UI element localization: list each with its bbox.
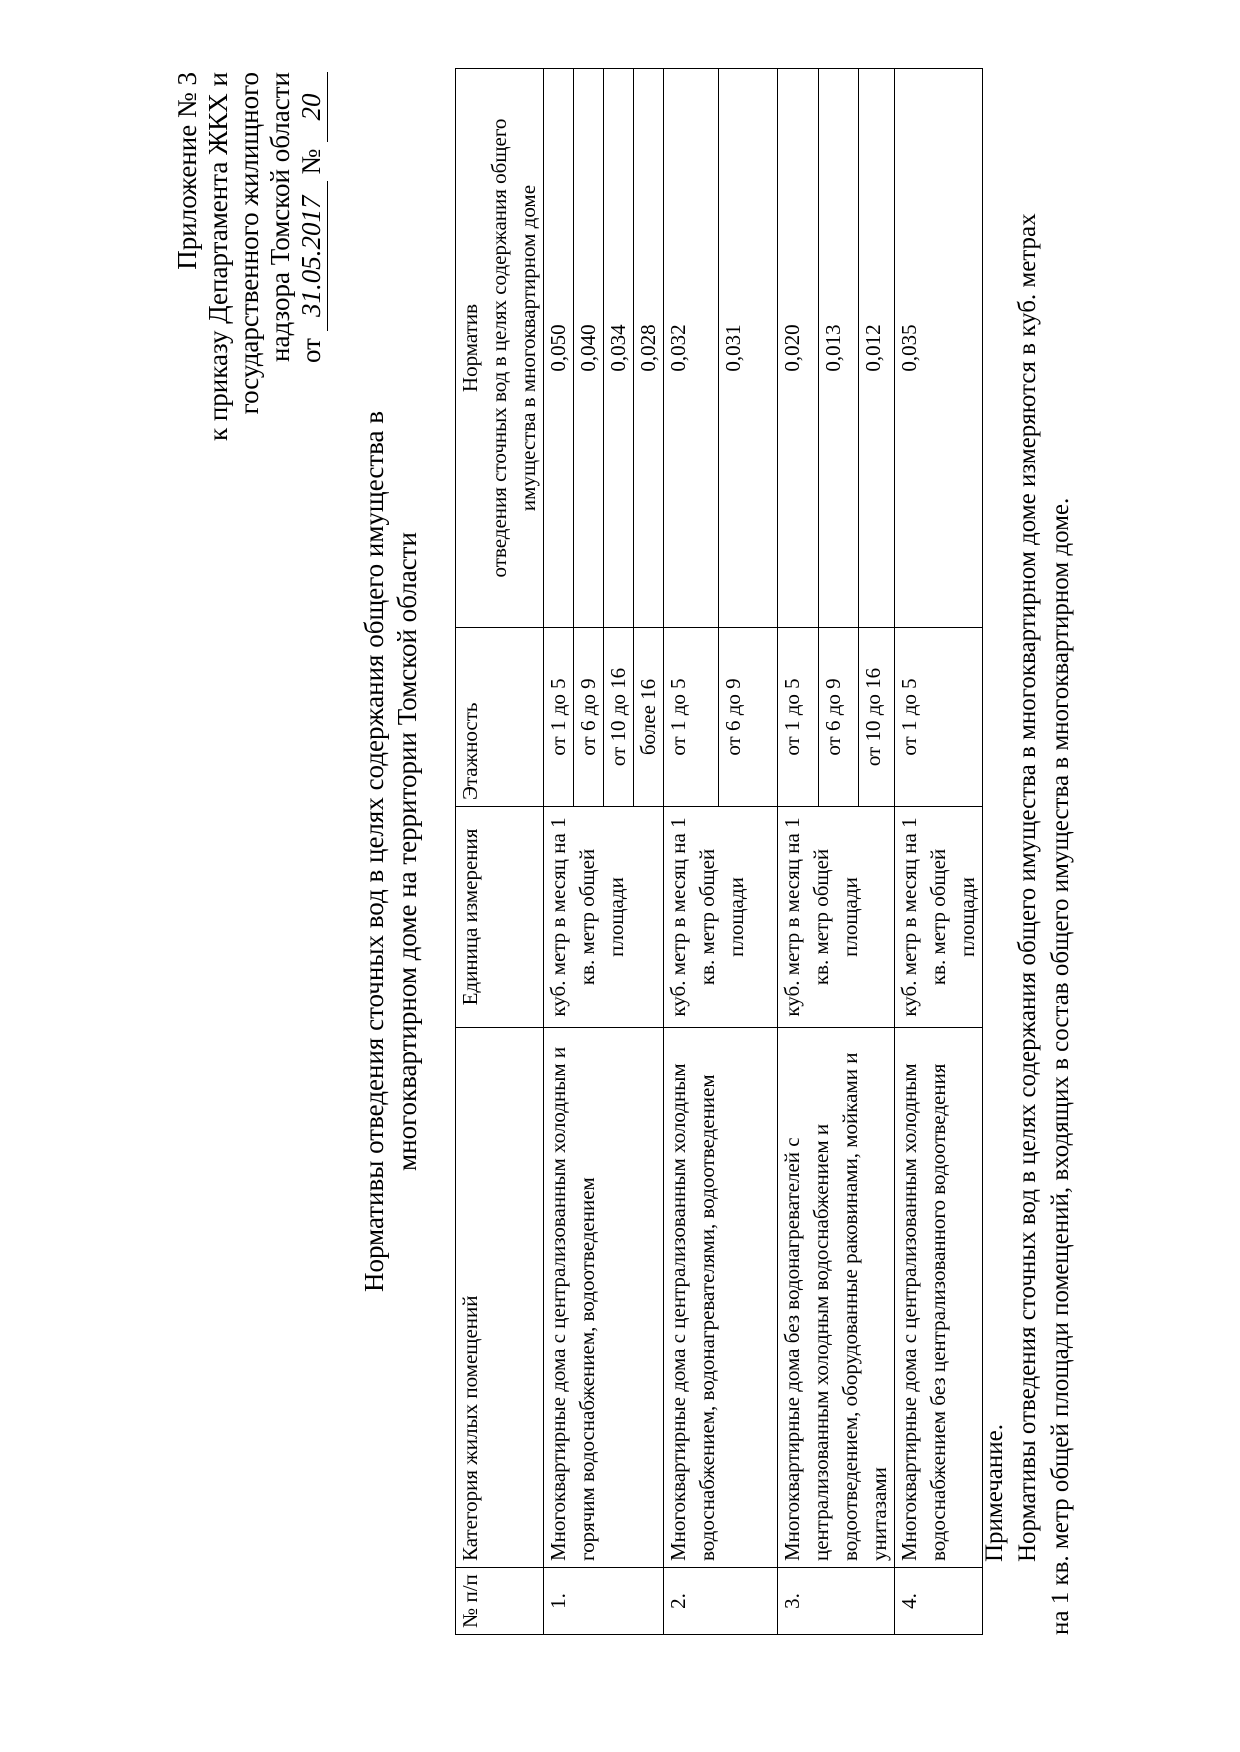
number-label: № <box>296 148 326 175</box>
header-category: Категория жилых помещений <box>456 1028 544 1568</box>
row-number: 2. <box>664 1568 778 1635</box>
row-norm-value: 0,012 <box>858 69 894 628</box>
row-floors: более 16 <box>634 628 664 807</box>
row-unit: куб. метр в месяц на 1 кв. метр общей площади <box>664 807 778 1028</box>
order-number: 20 <box>296 72 328 142</box>
row-norm-value: 0,032 <box>664 69 719 628</box>
row-number: 1. <box>544 1568 664 1635</box>
row-floors: от 6 до 9 <box>719 628 778 807</box>
header-norm-subtitle: отведения сточных вод в целях содержания общего имущества в многоквартирном доме <box>487 118 540 578</box>
row-norm-value: 0,020 <box>778 69 819 628</box>
appendix-number: Приложение № 3 <box>172 72 202 270</box>
row-number: 4. <box>895 1568 983 1635</box>
order-date-line <box>296 72 328 441</box>
from-label: от <box>296 338 326 363</box>
row-floors: от 10 до 16 <box>604 628 634 807</box>
row-norm-value: 0,031 <box>719 69 778 628</box>
row-number: 3. <box>778 1568 895 1635</box>
row-norm-value: 0,050 <box>544 69 574 628</box>
table-row <box>895 69 983 1635</box>
row-floors: от 1 до 5 <box>544 628 574 807</box>
row-unit: куб. метр в месяц на 1 кв. метр общей площади <box>895 807 983 1028</box>
row-category: Многоквартирные дома с централизованным холодным и горячим водоснабжением, водоотведением <box>544 1028 664 1568</box>
document-title <box>358 68 424 1635</box>
table-header-row <box>456 69 544 1635</box>
header-norm-title: Норматив <box>458 303 482 393</box>
row-floors: от 1 до 5 <box>664 628 719 807</box>
header-num: № п/п <box>456 1568 544 1635</box>
appendix-order-line: к приказу Департамента ЖКХ и <box>203 72 233 442</box>
appendix-header <box>172 72 328 441</box>
row-floors: от 1 до 5 <box>778 628 819 807</box>
row-floors: от 6 до 9 <box>574 628 604 807</box>
row-category: Многоквартирные дома с централизованным холодным водоснабжением, водонагревателями, водоотведением <box>664 1028 778 1568</box>
row-unit: куб. метр в месяц на 1 кв. метр общей площади <box>544 807 664 1028</box>
title-line: Нормативы отведения сточных вод в целях содержания общего имущества в <box>359 410 389 1293</box>
notes <box>978 68 1077 1635</box>
row-category: Многоквартирные дома с централизованным холодным водоснабжением без централизованного водоотведения <box>895 1028 983 1568</box>
row-norm-value: 0,035 <box>895 69 983 628</box>
header-unit: Единица измерения <box>456 807 544 1028</box>
row-norm-value: 0,040 <box>574 69 604 628</box>
norms-table <box>455 68 983 1635</box>
row-norm-value: 0,034 <box>604 69 634 628</box>
notes-text: Нормативы отведения сточных вод в целях содержания общего имущества в многоквартирном доме измеряются в куб. метрах <box>1014 213 1041 1562</box>
notes-label: Примечание. <box>981 1423 1008 1562</box>
row-category: Многоквартирные дома без водонагревателей с централизованным холодным водоснабжением и водоотведением, оборудованные раковинами, мойками и унитазами <box>778 1028 895 1568</box>
row-floors: от 1 до 5 <box>895 628 983 807</box>
appendix-order-line: надзора Томской области <box>265 72 295 362</box>
order-date: 31.05.2017 <box>296 181 328 331</box>
row-norm-value: 0,028 <box>634 69 664 628</box>
row-floors: от 6 до 9 <box>819 628 858 807</box>
table-row <box>778 69 819 1635</box>
row-unit: куб. метр в месяц на 1 кв. метр общей площади <box>778 807 895 1028</box>
appendix-order-line: государственного жилищного <box>234 72 264 415</box>
row-norm-value: 0,013 <box>819 69 858 628</box>
header-norm <box>456 69 544 628</box>
title-line: многоквартирном доме на территории Томской области <box>392 532 422 1171</box>
table-row <box>664 69 719 1635</box>
header-floors: Этажность <box>456 628 544 807</box>
table-row <box>544 69 574 1635</box>
notes-text: на 1 кв. метр общей площади помещений, входящих в состав общего имущества в многоквартирном доме. <box>1047 497 1074 1635</box>
row-floors: от 10 до 16 <box>858 628 894 807</box>
